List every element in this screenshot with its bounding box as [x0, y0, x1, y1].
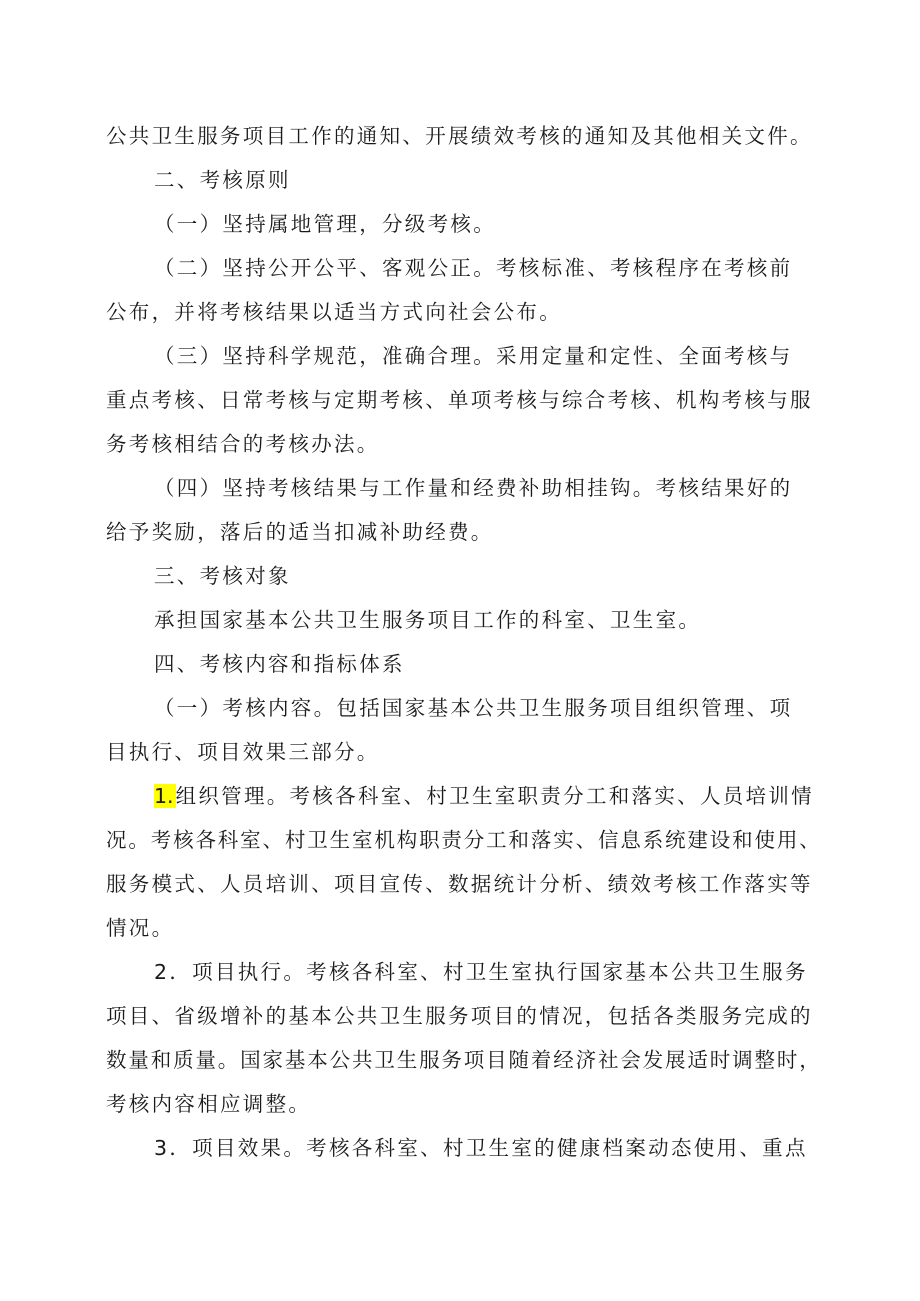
text-line: 3．项目效果。考核各科室、村卫生室的健康档案动态使用、重点 — [154, 1136, 808, 1160]
text-line: 给予奖励，落后的适当扣减补助经费。 — [106, 520, 494, 544]
text-line-content: 组织管理。考核各科室、村卫生室职责分工和落实、人员培训情 — [175, 784, 814, 808]
text-line: （三）坚持科学规范，准确合理。采用定量和定性、全面考核与 — [154, 344, 793, 368]
text-line: 目执行、项目效果三部分。 — [106, 740, 380, 764]
text-line: （四）坚持考核结果与工作量和经费补助相挂钩。考核结果好的 — [154, 476, 793, 500]
text-line: 服务模式、人员培训、项目宣传、数据统计分析、绩效考核工作落实等 — [106, 872, 813, 896]
text-line: （一）坚持属地管理，分级考核。 — [154, 212, 496, 236]
section-heading: 三、考核对象 — [154, 564, 291, 588]
text-line: 务考核相结合的考核办法。 — [106, 432, 380, 456]
text-line: （二）坚持公开公平、客观公正。考核标准、考核程序在考核前 — [154, 256, 793, 280]
text-line: 公共卫生服务项目工作的通知、开展绩效考核的通知及其他相关文件。 — [106, 124, 813, 148]
text-line: 2．项目执行。考核各科室、村卫生室执行国家基本公共卫生服务 — [154, 960, 808, 984]
text-line: 情况。 — [106, 916, 175, 940]
text-line: 况。考核各科室、村卫生室机构职责分工和落实、信息系统建设和使用、 — [106, 828, 822, 852]
text-line: 数量和质量。国家基本公共卫生服务项目随着经济社会发展适时调整时， — [106, 1048, 822, 1072]
text-line: 重点考核、日常考核与定期考核、单项考核与综合考核、机构考核与服 — [106, 388, 813, 412]
highlighted-item-number: 1. — [154, 784, 174, 808]
text-line: 项目、省级增补的基本公共卫生服务项目的情况，包括各类服务完成的 — [106, 1004, 813, 1028]
text-line: 考核内容相应调整。 — [106, 1092, 312, 1116]
text-line: 承担国家基本公共卫生服务项目工作的科室、卫生室。 — [154, 608, 702, 632]
text-line: 公布，并将考核结果以适当方式向社会公布。 — [106, 300, 562, 324]
section-heading: 四、考核内容和指标体系 — [154, 652, 405, 676]
text-line: （一）考核内容。包括国家基本公共卫生服务项目组织管理、项 — [154, 696, 793, 720]
section-heading: 二、考核原则 — [154, 168, 291, 192]
text-line — [154, 782, 814, 810]
